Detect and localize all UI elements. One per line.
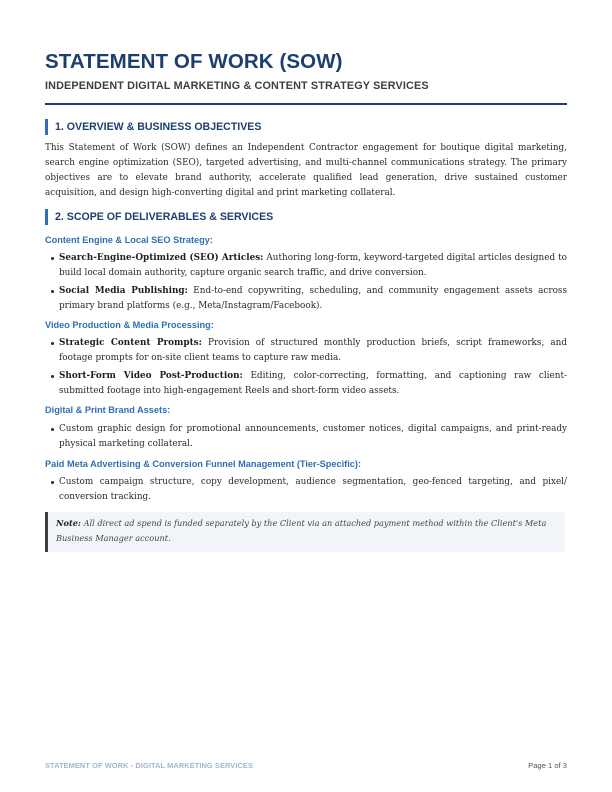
list-item bbox=[45, 369, 567, 399]
bullet-term: Social Media Publishing: bbox=[59, 286, 188, 297]
brand-assets-list bbox=[45, 422, 567, 455]
video-production-list bbox=[45, 336, 567, 402]
document-subtitle: INDEPENDENT DIGITAL MARKETING & CONTENT STRATEGY SERVICES bbox=[45, 80, 429, 92]
overview-paragraph: This Statement of Work (SOW) defines an Independent Contractor engagement for boutique digital marketing, search engine optimization (SEO), targeted advertising, and multi-channel communications strategy. The primary objectives are to elevate brand authority, accelerate qualified lead generation, drive sustained customer acquisition, and design high-converting digital and print marketing collateral. bbox=[45, 143, 567, 199]
bullet-icon bbox=[51, 481, 54, 484]
list-item bbox=[45, 251, 567, 281]
list-item bbox=[45, 336, 567, 366]
paid-meta-list bbox=[45, 475, 567, 508]
section-heading-overview: 1. OVERVIEW & BUSINESS OBJECTIVES bbox=[45, 119, 261, 135]
bullet-icon bbox=[51, 342, 54, 345]
bullet-icon bbox=[51, 428, 54, 431]
bullet-term: Strategic Content Prompts: bbox=[59, 338, 202, 348]
list-item bbox=[45, 422, 567, 452]
bullet-text: Provision of structured monthly production briefs, script frameworks, and footage prompts for on-site client teams to capture raw media. bbox=[59, 338, 567, 364]
bullet-term: Short-Form Video Post-Production: bbox=[59, 371, 243, 382]
bullet-icon bbox=[51, 257, 54, 260]
document-page bbox=[45, 0, 567, 792]
subheading-brand-assets: Digital & Print Brand Assets: bbox=[45, 405, 171, 415]
note-text bbox=[56, 516, 565, 546]
subheading-paid-meta-advertising: Paid Meta Advertising & Conversion Funnel Management (Tier-Specific): bbox=[45, 459, 361, 469]
bullet-text: Authoring long-form, keyword-targeted digital articles designed to build local domain authority, capture organic search traffic, and drive conversion. bbox=[59, 253, 567, 279]
footer-document-label: STATEMENT OF WORK - DIGITAL MARKETING SERVICES bbox=[45, 761, 253, 770]
note-body: All direct ad spend is funded separately by the Client via an attached payment method within the Client's Meta Business Manager account. bbox=[56, 518, 547, 543]
bullet-icon bbox=[51, 375, 54, 378]
title-divider bbox=[45, 103, 567, 105]
bullet-icon bbox=[51, 290, 54, 293]
note-label: Note: bbox=[56, 518, 81, 528]
content-engine-list bbox=[45, 251, 567, 317]
note-callout bbox=[45, 512, 565, 552]
subheading-video-production: Video Production & Media Processing: bbox=[45, 320, 214, 330]
footer-page-number: Page 1 of 3 bbox=[528, 761, 567, 770]
bullet-text: End-to-end copywriting, scheduling, and community engagement assets across primary brand platforms (e.g., Meta/Instagram/Facebook). bbox=[59, 286, 567, 312]
list-item bbox=[45, 284, 567, 314]
bullet-text: Custom campaign structure, copy development, audience segmentation, geo-fenced targeting, and pixel/ conversion tracking. bbox=[59, 477, 567, 503]
bullet-text: Editing, color-correcting, formatting, and captioning raw client-submitted footage into high-engagement Reels and short-form video assets. bbox=[59, 371, 567, 397]
document-title: STATEMENT OF WORK (SOW) bbox=[45, 50, 343, 73]
section-heading-scope: 2. SCOPE OF DELIVERABLES & SERVICES bbox=[45, 209, 273, 225]
bullet-text: Custom graphic design for promotional announcements, customer notices, digital campaigns, and print-ready physical marketing collateral. bbox=[59, 424, 567, 450]
subheading-content-engine: Content Engine & Local SEO Strategy: bbox=[45, 235, 213, 245]
bullet-term: Search-Engine-Optimized (SEO) Articles: bbox=[59, 253, 264, 263]
list-item bbox=[45, 475, 567, 505]
